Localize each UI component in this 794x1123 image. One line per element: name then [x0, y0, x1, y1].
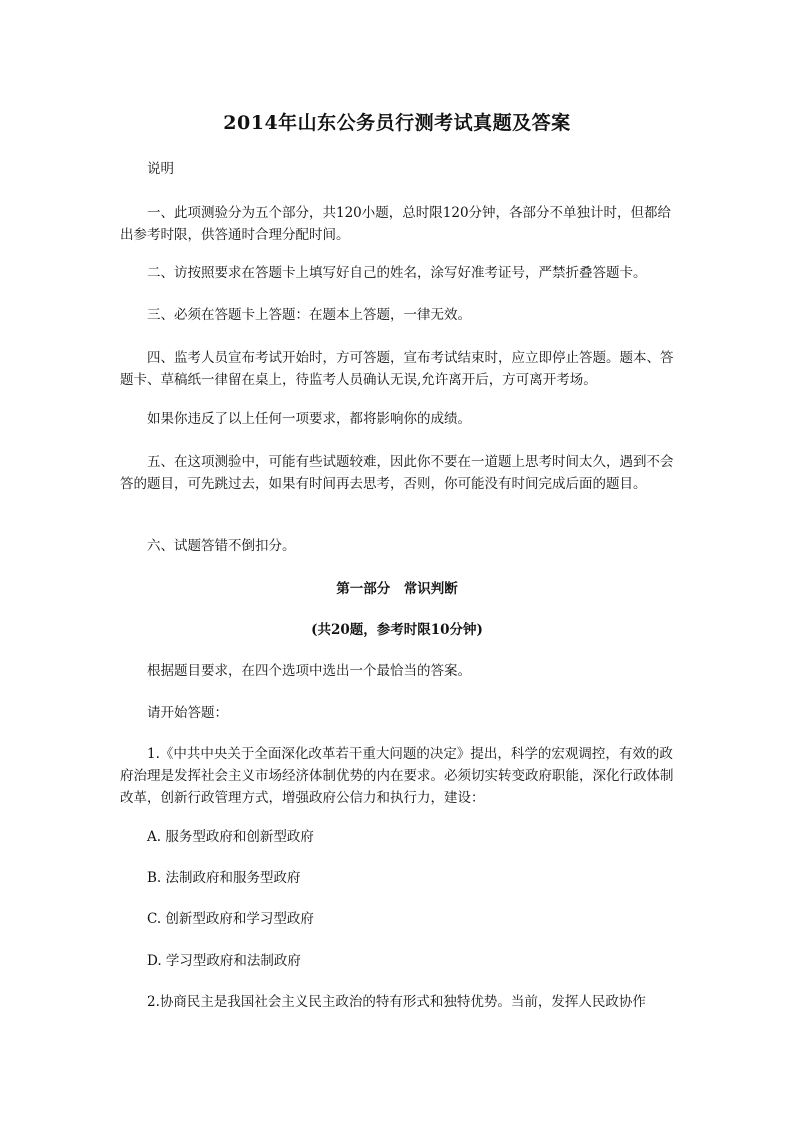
rule-warning: 如果你违反了以上任何一项要求，都将影响你的成绩。	[147, 411, 471, 427]
rule-1: 一、此项测验分为五个部分，共120小题，总时限120分钟，各部分不单独计时，但都给出参考时限，供答通时合理分配时间。	[120, 205, 672, 243]
rule-5: 五、在这项测验中，可能有些试题较难，因此你不要在一道题上思考时间太久，遇到不会答的题目，可先跳过去，如果有时间再去思考，否则，你可能没有时间完成后面的题目。	[120, 454, 674, 492]
section-title: 第一部分 常识判断	[336, 581, 458, 597]
start-prompt: 请开始答题：	[147, 705, 228, 721]
rule-3: 三、必须在答题卡上答题：在题本上答题，一律无效。	[147, 307, 471, 323]
intro-heading: 说明	[147, 161, 174, 177]
question-1-option-a: A. 服务型政府和创新型政府	[147, 829, 314, 845]
question-1-option-b: B. 法制政府和服务型政府	[147, 870, 301, 886]
page-title: 2014年山东公务员行测考试真题及答案	[223, 112, 571, 134]
rule-4: 四、监考人员宣布考试开始时，方可答题，宣布考试结束时，应立即停止答题。题本、答题卡、草稿纸一律留在桌上，待监考人员确认无误,允许离开后，方可离开考场。	[120, 350, 674, 388]
question-1-option-c: C. 创新型政府和学习型政府	[147, 911, 314, 927]
rule-2: 二、访按照要求在答题卡上填写好自己的姓名，涂写好准考证号，严禁折叠答题卡。	[147, 265, 647, 281]
rule-6: 六、试题答错不倒扣分。	[147, 538, 296, 554]
question-1: 1.《中共中央关于全面深化改革若干重大问题的决定》提出，科学的宏观调控，有效的政府治理是发挥社会主义市场经济体制优势的内在要求。必须切实转变政府职能，深化行政体制改革，创新行政管理方式，增强政府公信力和执行力，建设：	[120, 746, 674, 806]
question-1-option-d: D. 学习型政府和法制政府	[147, 953, 301, 969]
question-2: 2.协商民主是我国社会主义民主政治的特有形式和独特优势。当前，发挥人民政协作	[147, 994, 646, 1010]
section-subtitle: (共20题，参考时限10分钟)	[311, 622, 483, 638]
section-instruction: 根据题目要求，在四个选项中选出一个最恰当的答案。	[147, 663, 471, 679]
